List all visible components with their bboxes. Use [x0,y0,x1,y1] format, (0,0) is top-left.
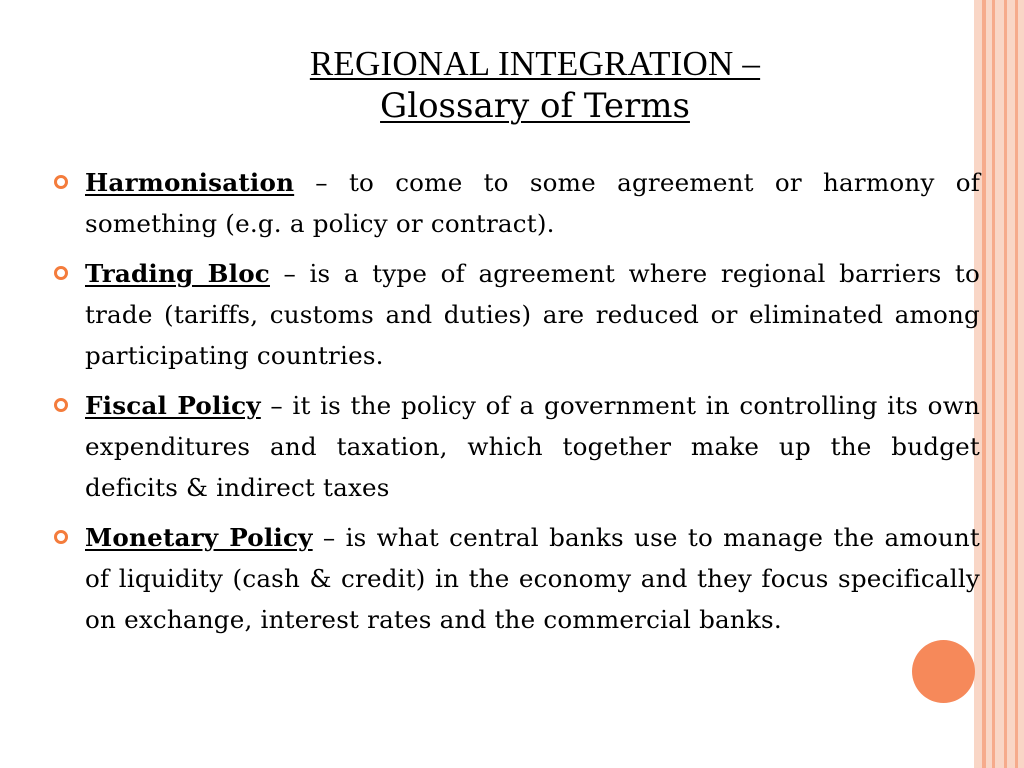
ring-bullet-icon [54,266,68,280]
glossary-definition: – to come to some agreement or harmony of something (e.g. a policy or contract). [85,168,980,238]
ring-bullet-icon [54,175,68,189]
glossary-term: Harmonisation [85,168,295,197]
glossary-definition: – is a type of agreement where regional barriers to trade (tariffs, customs and duties) are reduced or eliminated among participating countries. [85,259,980,370]
ring-bullet-icon [54,398,68,412]
glossary-entry [85,385,980,508]
decorative-circle [912,640,975,703]
glossary-item [52,162,980,244]
glossary-definition: – is what central banks use to manage the amount of liquidity (cash & credit) in the economy and they focus specifically on exchange, interest rates and the commercial banks. [85,523,981,634]
stripe [1015,0,1018,768]
decorative-stripes [974,0,1024,768]
ring-bullet-icon [54,530,68,544]
glossary-list [52,162,980,649]
glossary-term: Trading Bloc [85,259,270,288]
title-line-2: Glossary of Terms [380,86,690,126]
stripe [992,0,995,768]
slide-title [150,44,920,126]
glossary-item [52,517,980,640]
glossary-entry [85,517,980,640]
stripe [1004,0,1007,768]
glossary-entry [85,253,980,376]
stripe [982,0,986,768]
glossary-item [52,253,980,376]
glossary-definition: – it is the policy of a government in controlling its own expenditures and taxation, which together make up the budget deficits & indirect taxes [85,391,980,502]
glossary-item [52,385,980,508]
glossary-entry [85,162,980,244]
title-line-1: REGIONAL INTEGRATION – [309,44,761,83]
glossary-term: Fiscal Policy [85,391,261,420]
glossary-term: Monetary Policy [85,523,313,552]
